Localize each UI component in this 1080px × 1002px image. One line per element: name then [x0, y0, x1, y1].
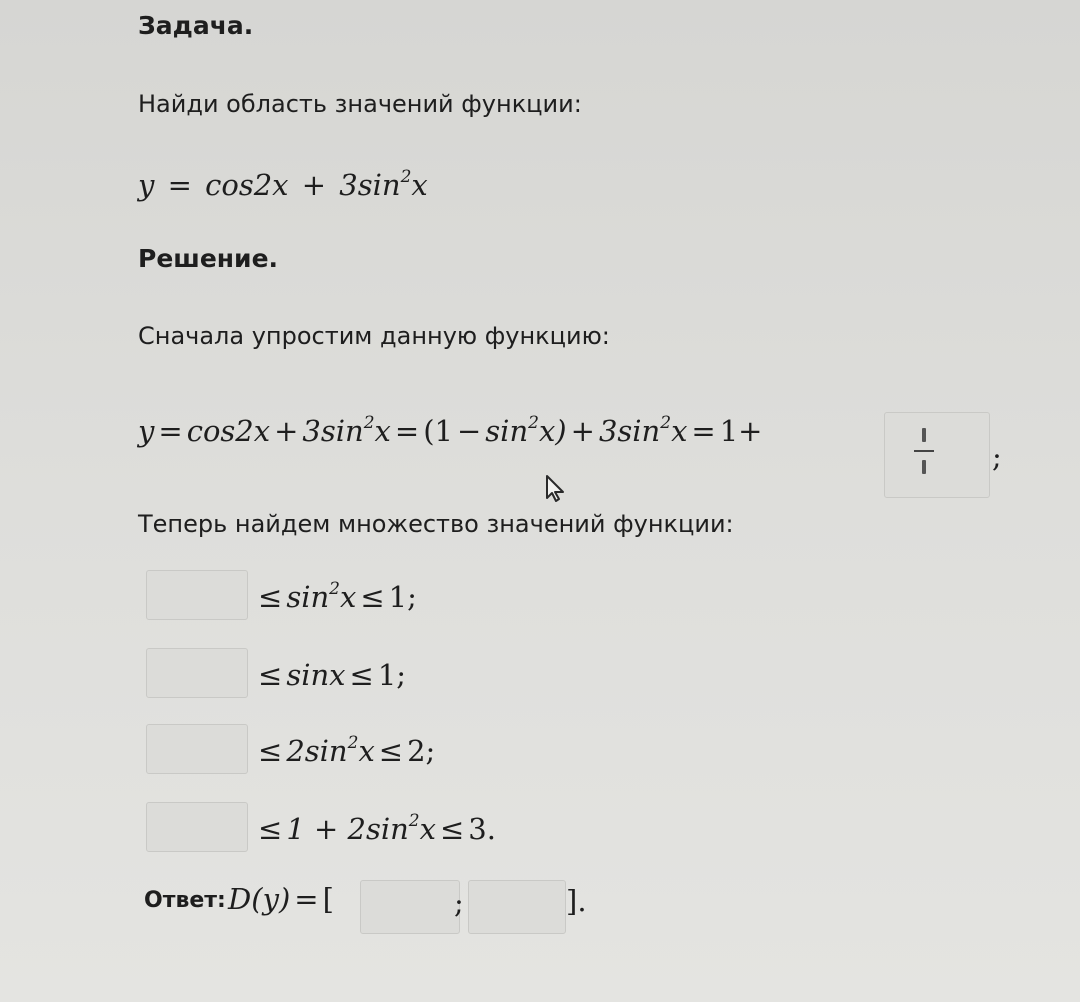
fraction-input[interactable] — [904, 428, 944, 474]
step2-text: Теперь найдем множество значений функции: — [138, 510, 734, 538]
answer-close: ]. — [566, 884, 587, 918]
inequality-1: ≤ $\sin^2x \le 1$; — [258, 579, 417, 614]
formula-term1: cos2x — [205, 168, 289, 202]
step1-formula: $y = \cos 2x + 3\sin^2x = (1 - \sin^2x) + 3\sin^2x = 1+$ — [138, 413, 763, 448]
fraction-denominator-slot[interactable] — [922, 460, 926, 474]
formula-plus: + — [301, 168, 327, 202]
inequality-2: ≤ sinx ≤ 1; — [258, 658, 407, 692]
answer-separator: ; — [454, 886, 464, 920]
formula-eq: = — [167, 168, 192, 202]
formula-lhs: y — [138, 168, 155, 202]
mouse-cursor-icon — [544, 474, 570, 504]
step1-semicolon: ; — [992, 440, 1002, 474]
answer-label: Ответ: — [144, 888, 226, 913]
task-formula — [138, 168, 428, 202]
inequality-1-input[interactable] — [146, 570, 248, 620]
task-prompt: Найди область значений функции: — [138, 90, 582, 118]
fraction-bar — [914, 450, 934, 452]
task-heading: Задача. — [138, 11, 254, 40]
formula-term2: $3\sin^2x$ — [339, 167, 428, 202]
solution-heading: Решение. — [138, 244, 279, 273]
fraction-numerator-slot[interactable] — [922, 428, 926, 442]
answer-func: D(y) = [ — [228, 882, 334, 916]
inequality-4: ≤ $1 + 2\sin^2x \le 3$. — [258, 811, 496, 846]
inequality-3-input[interactable] — [146, 724, 248, 774]
inequality-4-input[interactable] — [146, 802, 248, 852]
answer-lower-input[interactable] — [360, 880, 460, 934]
inequality-3: ≤ $2\sin^2x \le 2$; — [258, 733, 436, 768]
inequality-2-input[interactable] — [146, 648, 248, 698]
answer-upper-input[interactable] — [468, 880, 566, 934]
step1-text: Сначала упростим данную функцию: — [138, 322, 610, 350]
